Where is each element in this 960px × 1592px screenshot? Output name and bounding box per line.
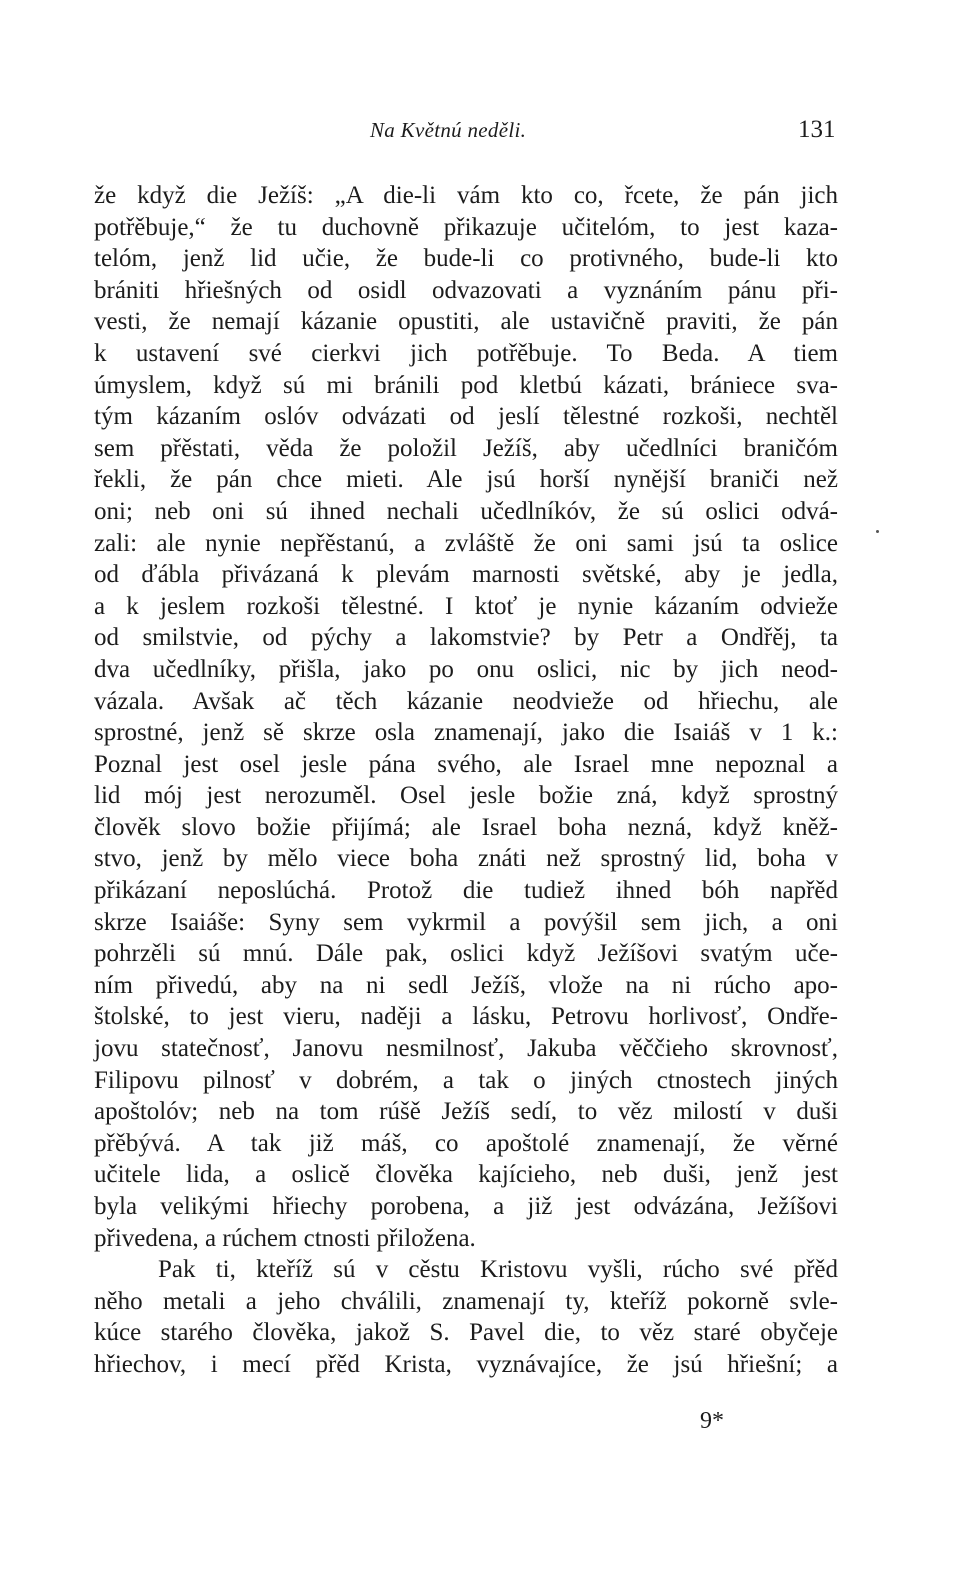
- text-line: skrze Isaiáše: Syny sem vykrmil a povýšil sem jich, a oni: [94, 908, 838, 936]
- text-line: zali: ale nynie nepřěstanú, a zvláště že oni sami jsú ta oslice: [94, 529, 838, 557]
- running-title: Na Květnú neděli.: [370, 118, 527, 142]
- text-line: že když die Ježíš: „A die-li vám kto co, řcete, že pán jich: [94, 182, 838, 209]
- text-line: štolské, to jest vieru, naději a lásku, Petrovu horlivosť, Ondře-: [94, 1003, 838, 1031]
- page-number: 131: [798, 116, 836, 143]
- text-line: telóm, jenž lid učie, že bude-li co protivného, bude-li kto: [94, 245, 838, 273]
- text-line: vesti, že nemají kázanie opustiti, ale ustavičně praviti, že pán: [94, 308, 838, 336]
- text-line: od ďábla přivázaná k plevám marnosti světské, aby je jedla,: [94, 561, 838, 589]
- text-line: pohrzěli sú mnú. Dále pak, oslici když Ježíšovi svatým uče-: [94, 940, 838, 968]
- body-text: [94, 180, 838, 1381]
- text-line: a k jeslem rozkoši tělestné. I ktoť je nynie kázaním odvieže: [94, 592, 838, 620]
- text-line: přěbývá. A tak již máš, co apoštolé znamenají, že věrné: [94, 1129, 838, 1157]
- paragraph-start-line: Pak ti, kteříž sú v cěstu Kristovu vyšli, rúcho své přěd: [158, 1256, 838, 1284]
- text-line: potřěbuje,“ že tu duchovně přikazuje učitelóm, to jest kaza-: [94, 213, 838, 241]
- text-line: k ustavení své cierkvi jich potřěbuje. To Beda. A tiem: [94, 339, 838, 367]
- text-line: Poznal jest osel jesle pána svého, ale Israel mne nepoznal a: [94, 750, 838, 778]
- text-line: úmyslem, když sú mi bránili pod kletbú kázati, brániece sva-: [94, 371, 838, 399]
- text-line: lid mój jest nerozuměl. Osel jesle božie zná, když sprostný: [94, 782, 838, 810]
- text-line: stvo, jenž by mělo viece boha znáti než sprostný lid, boha v: [94, 845, 838, 873]
- text-line: od smilstvie, od pýchy a lakomstvie? by Petr a Ondřěj, ta: [94, 624, 838, 652]
- text-line: dva učedlníky, přišla, jako po onu oslici, nic by jich neod-: [94, 655, 838, 683]
- text-line: byla velikými hřiechy porobena, a již jest odvázána, Ježíšovi: [94, 1193, 838, 1220]
- text-line: přikázaní neposlúchá. Protož die tudiež ihned bóh napřěd: [94, 877, 838, 905]
- paragraph-end-line: přivedena, a rúchem ctnosti přiložena.: [94, 1224, 476, 1252]
- text-line: něho metali a jeho chválili, znamenají ty, kteříž pokorně svle-: [94, 1287, 838, 1315]
- text-line: řekli, že pán chce mieti. Ale jsú horší nynější braniči než: [94, 466, 838, 494]
- text-line: brániti hřiešných od osidl odvazovati a vyznáním pánu při-: [94, 276, 838, 304]
- margin-speck: [876, 530, 879, 533]
- text-line: tým kázaním oslóv odvázati od jeslí tělestné rozkoši, nechtěl: [94, 403, 838, 431]
- text-line: oni; neb oni sú ihned nechali učedlníkóv, že sú oslici odvá-: [94, 497, 838, 525]
- running-head: [0, 118, 960, 152]
- text-line: člověk slovo božie přijímá; ale Israel boha nezná, když kněž-: [94, 813, 838, 841]
- text-line: sem přěstati, věda že položil Ježíš, aby učedlníci braničóm: [94, 434, 838, 462]
- text-line: vázala. Avšak ač těch kázanie neodvieže od hřiechu, ale: [94, 687, 838, 715]
- text-line: sprostné, jenž sě skrze osla znamenají, jako die Isaiáš v 1 k.:: [94, 719, 838, 747]
- text-line: apoštolóv; neb na tom rúšě Ježíš sedí, to věz milostí v duši: [94, 1098, 838, 1126]
- text-line: Filipovu pilnosť v dobrém, a tak o jiných ctnostech jiných: [94, 1066, 838, 1094]
- text-line: učitele lida, a oslicě člověka kajícieho, neb duši, jenž jest: [94, 1161, 838, 1189]
- text-line: kúce starého člověka, jakož S. Pavel die, to věz staré obyčeje: [94, 1319, 838, 1347]
- text-line: ním přivedú, aby na ni sedl Ježíš, vlože na ni rúcho apo-: [94, 971, 838, 999]
- text-line: jovu statečnosť, Janovu nesmilnosť, Jakuba věččieho skrovnosť,: [94, 1035, 838, 1063]
- signature-mark: 9*: [700, 1408, 724, 1434]
- text-line: hřiechov, i mecí přěd Krista, vyznávajíce, že jsú hřiešní; a: [94, 1350, 838, 1378]
